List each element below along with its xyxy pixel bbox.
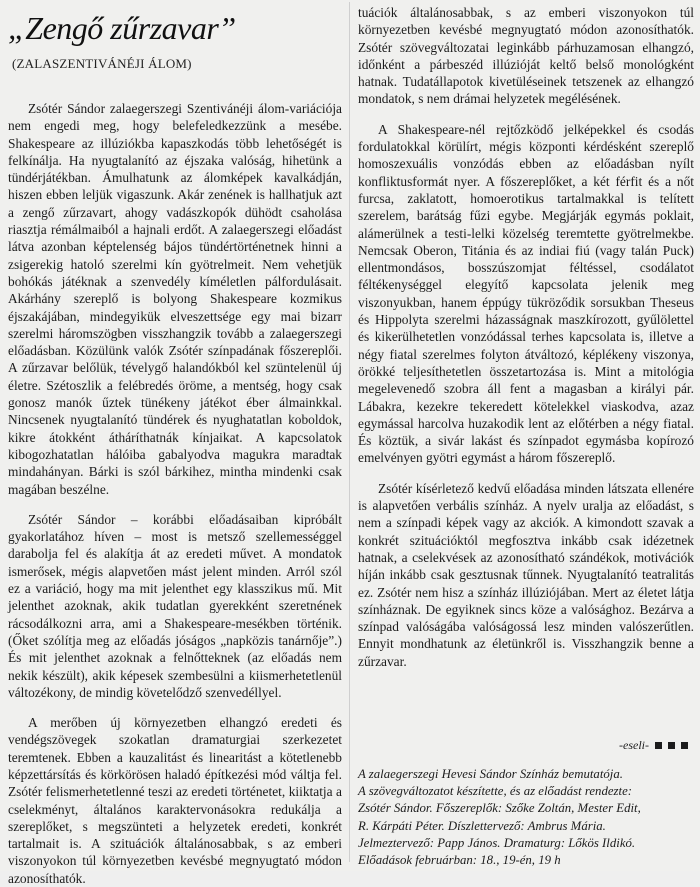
end-mark-icon bbox=[681, 742, 688, 749]
article-title: „Zengő zűrzavar” bbox=[8, 10, 236, 46]
right-column bbox=[358, 4, 694, 716]
credit-line: A zalaegerszegi Hevesi Sándor Színház bemutatója. bbox=[358, 767, 623, 781]
end-mark-icon bbox=[668, 742, 675, 749]
credit-line: Zsótér Sándor. Főszereplők: Szőke Zoltán, Mester Edit, bbox=[358, 801, 641, 816]
credit-line: A szövegváltozatot készítette, és az előadást rendezte: bbox=[358, 784, 633, 799]
credit-line: R. Kárpáti Péter. Díszlettervező: Ambrus Mária. bbox=[358, 818, 606, 833]
column-divider bbox=[349, 2, 350, 862]
signature-text: -eseli- bbox=[619, 738, 649, 752]
paragraph: tuációk általánosabbak, s az emberi viszonyokon túl környezetben kevésbé megnyugtató módon azonosíthatók. Zsótér szövegváltozatai leginkább párhuzamosan elhangzó, időnként a párbeszéd illúzióját keltő belső monológként hatnak. Tudatállapotok kivetüléseinek tetszenek az elhangzó mondatok, s nem drámai helyzetek megélésének. bbox=[358, 5, 694, 107]
production-credits bbox=[358, 766, 694, 869]
paragraph: Zsótér Sándor zalaegerszegi Szentivánéji álom-variációja nem engedi meg, hogy belefeledkezzünk a mesébe. Shakespeare az illúziókba kapaszkodás több lehetőségét is felkínálja. Ha nyugtalanító az éjszaka valóság, hihetünk a tündérjátékban. Ámulhatunk az álomképek kavalkádján, hiszen ebben leljük vigaszunk. Akár zenének is hallhatjuk azt a zengő zűrzavart, ahogy vadászkopók dühödt csaholása riasztja rémálmaiból a hajnali erdőt. A zalaegerszegi előadást látva azonban képtelenség bájos tündértörténetnek hinni a zsigerekig hatoló szerelmi kín gyötrelmeit. Nem vehetjük bohókás játéknak a szenvedély kíméletlen pálfordulásait. Akárhány szereplő is bolyong Shakespeare kozmikus éjszakájában, mindegyikük elveszettsége egy mai bizarr szerelmi háromszögben visszhangzik tovább a zalaegerszegi előadásban. Közülünk valók Zsótér színpadának főszereplői. A zűrzavar belőlük, tévelygő halandókból kel szüntelenül új életre. Szétoszlik a felébredés öröme, a mentség, hogy csak gonosz manók űztek tünékeny játékot éber álmainkkal. Nincsenek nyugtalanító tündérek és nyughatatlan koboldok, kikre átokként átháríthatnák kínjaikat. A kapcsolatok kibogozhatatlan hálóiba gabalyodva magukra maradtak mindahányan. Bárki is szól bárkihez, mintha mindenki csak magában beszélne. bbox=[8, 101, 342, 497]
paragraph: Zsótér Sándor – korábbi előadásaiban kipróbált gyakorlatához híven – most is metsző szellemességgel darabolja fel és alakítja át az eredeti művet. A mondatok ismerősek, mégis alapvetően mást jelent minden. Arról szól ez a variáció, hogy ma mit jelenthet egy klasszikus mű. Mit jelenthet azoknak, akik tudatlan gyerekként szeretnének rácsodálkozni arra, ami a Shakespeare-mesékben történik. (Őket szólítja meg az előadás jóságos „napközis tanárnője”.) És mit jelenthet azoknak a felnőtteknek (az előadás nem nekik készült), akik képesek szembesülni a kiismerhetetlenül változékony, de mindig követelődző szenvedéllyel. bbox=[8, 511, 342, 700]
paragraph: A Shakespeare-nél rejtőzködő jelképekkel és csodás fordulatokkal körülírt, mégis központi kérdésként szereplő homoszexuális vonzódás ebben az előadásban nyílt konfliktusformát nyer. A főszereplőket, a két férfit és a nőt furcsa, zaklatott, homoerotikus tartalmakkal is telített szerelem, barátság fűzi egybe. Megjárják egymás poklait, alámerülnek a testi-lelki közelség teremtette gyötrelmekbe. Nemcsak Oberon, Titánia és az indiai fiú (vagy talán Puck) ellentmondásos, bosszúszomjat féltéssel, csodálatot féltékenységgel elegyítő kapcsolata jelenik meg viszonyukban, hanem éppúgy tükröződik sorsukban Theseus és Hippolyta szerelmi házasságnak maszkírozott, gyűlölettel és kikerülhetetlen vonzódással terhes kapcsolata is, illetve a négy fiatal szerelmes folyton átváltozó, képlékeny viszonya, örökké teljesíthetetlen összetartozása is. Mint a mitológia megelevenedő szobra áll fent a magasban a királyi pár. Lábakra, kezekre tekeredett kötelekkel viaskodva, azaz egymással harcolva huzakodik lent az előtérben a négy fiatal. És köztük, a sivár lakást és színpadot egymásba kopírozó emelvényen gyötri egymást a három főszereplő. bbox=[358, 121, 694, 466]
article-subtitle: (ZALASZENTIVÁNÉJI ÁLOM) bbox=[12, 56, 192, 71]
credit-line: Előadások februárban: 18., 19-én, 19 h bbox=[358, 853, 561, 868]
paragraph: A merőben új környezetben elhangzó eredeti és vendégszövegek szokatlan dramaturgiai szerkezetet teremtenek. Ebben a kauzalitást és linearitást a kötetlenebb képzettársítás és körkörösen haladó építkezési mód váltja fel. Zsótér felismerhetetlenné teszi az eredeti történetet, kiiktatja a cselekményt, általános karaktervonásokra redukálja a szereplőket, s megszünteti a helyzetek eredeti, konkrét tartalmait is. A szituációk általánosabbak, s az emberi viszonyokon túl környezetben kevésbé megnyugtató módon azonosíthatók. bbox=[8, 715, 342, 886]
left-column bbox=[8, 100, 342, 886]
end-mark-icon bbox=[655, 742, 662, 749]
author-signature bbox=[619, 738, 688, 753]
paragraph: Zsótér kísérletező kedvű előadása minden látszata ellenére is alapvetően verbális színház. A nyelv uralja az előadást, s nem a színpadi képek vagy az akciók. A kimondott szavak a konkrét szituációktól megfosztva inkább csak idézetnek hatnak, a cselekvések az azonosítható szándékok, motivációk híján inkább csak gesztusnak tűnnek. Nyugtalanító teatralitás ez. Zsótér nem hisz a színház illúziójában. Mert az életet látja színháznak. De egyiknek sincs köze a valósághoz. Bezárva a színpad valóságába valóságossá lesz minden valószerűtlen. Ennyit mondhatunk az életünkről is. Visszhangzik benne a zűrzavar. bbox=[358, 480, 694, 669]
credit-line: Jelmeztervező: Papp János. Dramaturg: Lőkös Ildikó. bbox=[358, 835, 636, 850]
